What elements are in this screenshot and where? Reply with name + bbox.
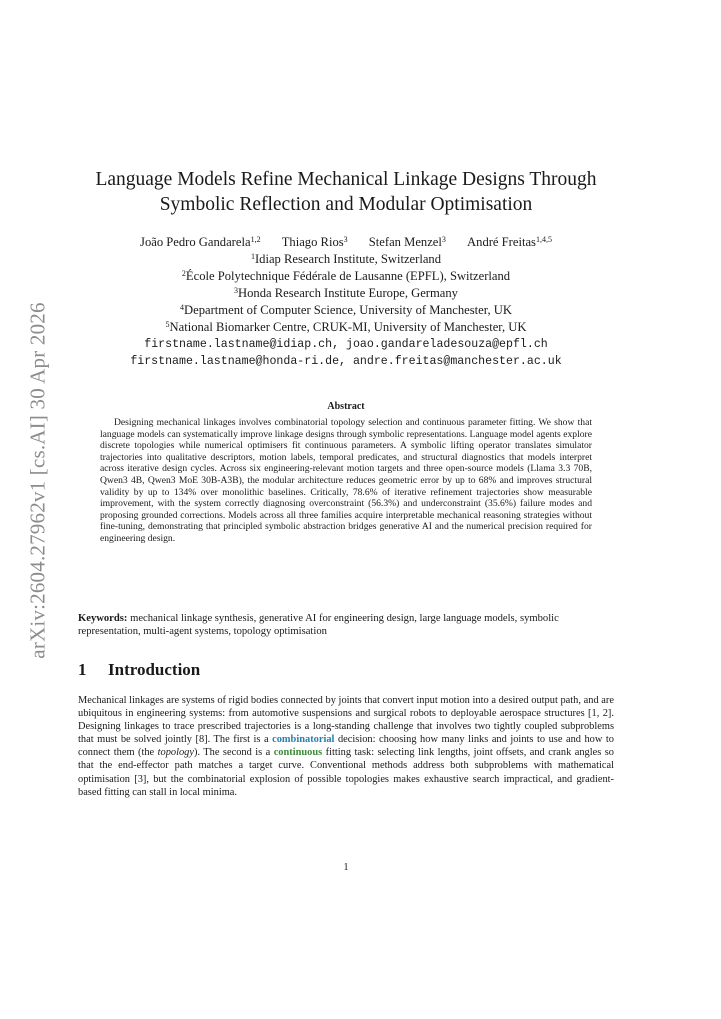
arxiv-identifier-text: arXiv:2604.27962v1 [cs.AI] 30 Apr 2026 — [25, 301, 50, 659]
author: João Pedro Gandarela$^{1,2}$ — [140, 235, 261, 249]
highlight-continuous: continuous — [273, 747, 323, 759]
section-heading — [78, 660, 614, 680]
keywords — [78, 612, 614, 638]
affiliation: $^5$National Biomarker Centre, CRUK-MI, University of Manchester, UK — [165, 320, 527, 334]
emphasis-topology: topology — [157, 747, 194, 759]
affiliation: $^1$Idiap Research Institute, Switzerland — [250, 252, 442, 266]
keywords-text: mechanical linkage synthesis, generative AI for engineering design, large language models, symbolic representation, multi-agent systems, topology optimisation — [78, 613, 559, 637]
abstract-text: Designing mechanical linkages involves combinatorial topology selection and continuous parameter fitting. We show that language models can systematically improve linkage designs through symbolic representations. Language model agents explore discrete topologies while numerical optimisers fit continuous parameters. A symbolic lifting operator translates simulator trajectories into qualitative descriptors, motion labels, temporal predicates, and structural diagnostics that models interpret across iterative design cycles. Across six engineering-relevant motion targets and three open-source models (Llama 3.3 70B, Qwen3 4B, Qwen3 MoE 30B-A3B), the modular architecture reduces geometric error by up to 68% and improves structural validity by up to 134% over monolithic baselines. Critically, 78.6% of iterative refinement trajectories show measurable improvement, with the system correctly diagnosing overconstraint (56.3%) and underconstraint (35.6%) failure modes and proposing grounded corrections. Models across all three families acquire interpretable mechanical reasoning strategies without fine-tuning, demonstrating that principled symbolic abstraction bridges generative AI and the numerical precision required for engineering design. — [100, 417, 592, 544]
section-number: 1 — [78, 660, 87, 679]
highlight-combinatorial: combinatorial — [272, 734, 335, 746]
affiliation: $^2$École Polytechnique Fédérale de Lausanne (EPFL), Switzerland — [181, 269, 511, 283]
section-title: Introduction — [108, 660, 201, 679]
author-block — [78, 234, 614, 370]
paper-page — [78, 0, 614, 1019]
abstract-heading: Abstract — [327, 401, 365, 412]
paper-title — [78, 167, 614, 217]
title-line-2: Symbolic Reflection and Modular Optimisation — [159, 194, 533, 215]
author: Thiago Rios$^3$ — [281, 235, 348, 249]
page-number: 1 — [343, 862, 349, 873]
author: André Freitas$^{1,4,5}$ — [467, 235, 552, 249]
keywords-label: Keywords: — [78, 613, 128, 624]
email-line: firstname.lastname@idiap.ch, joao.gandareladesouza@epfl.ch — [144, 338, 548, 351]
author: Stefan Menzel$^3$ — [368, 235, 446, 249]
intro-paragraph: Mechanical linkages are systems of rigid bodies connected by joints that convert input motion into a desired output path, and are ubiquitous in engineering systems: from automotive suspensions and surgical robots to deployable aerospace structures [1, 2]. Designing linkages to trace prescribed trajectories is a long-standing challenge that involves two tightly coupled subproblems that must be solved jointly [8]. The first is a combinatorial decision: choosing how many links and joints to use and how to connect them (the topology). The second is a continuous fitting task: selecting link lengths, joint offsets, and crank angles so that the end-effector path matches a target curve. Conventional methods address both subproblems with mathematical optimisation [3], but the combinatorial explosion of possible topologies makes exhaustive search impractical, and gradient-based fitting can stall in local minima. — [78, 695, 614, 798]
email-line: firstname.lastname@honda-ri.de, andre.freitas@manchester.ac.uk — [130, 355, 562, 368]
affiliation: $^3$Honda Research Institute Europe, Germany — [234, 286, 458, 300]
affiliation: $^4$Department of Computer Science, University of Manchester, UK — [180, 303, 512, 317]
title-line-1: Language Models Refine Mechanical Linkage Designs Through — [95, 169, 597, 190]
author-list — [78, 234, 614, 251]
arxiv-identifier — [18, 300, 58, 660]
